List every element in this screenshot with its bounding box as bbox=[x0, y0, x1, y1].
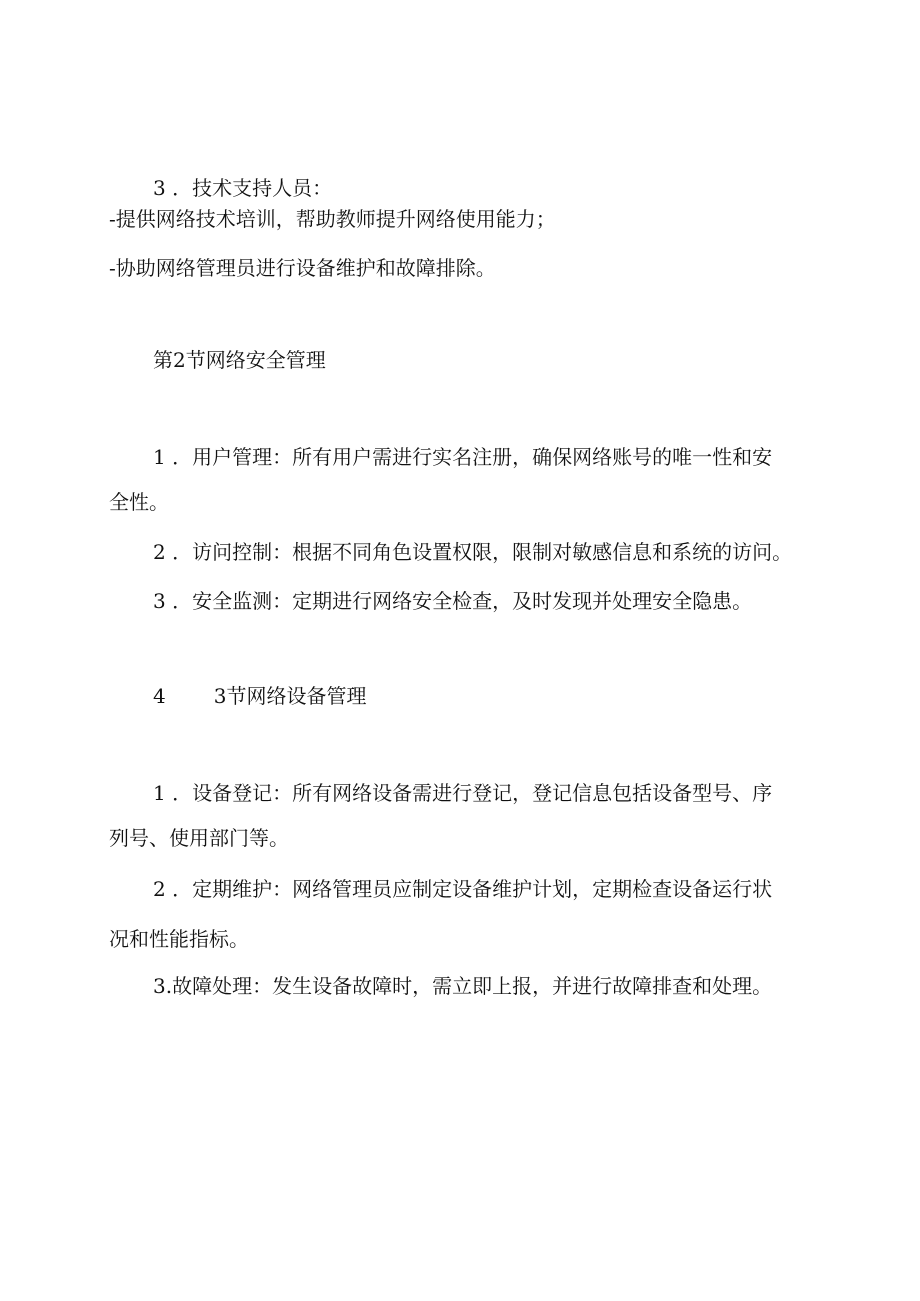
section-3-heading-text: 3节网络设备管理 bbox=[213, 684, 367, 708]
section-2-item-1-line-1: 1 ．用户管理：所有用户需进行实名注册，确保网络账号的唯一性和安 bbox=[153, 445, 773, 469]
section-3-item-3: 3.故障处理：发生设备故障时，需立即上报，并进行故障排查和处理。 bbox=[153, 974, 773, 998]
section-3-heading-number: 4 bbox=[153, 684, 166, 708]
tech-support-title: 3 ．技术支持人员： bbox=[153, 176, 333, 200]
section-3-item-2-line-2: 况和性能指标。 bbox=[109, 927, 249, 951]
section-3-heading bbox=[153, 684, 366, 708]
section-3-item-1-line-2: 列号、使用部门等。 bbox=[109, 826, 289, 850]
section-2-item-3: 3 ．安全监测：定期进行网络安全检查，及时发现并处理安全隐患。 bbox=[153, 589, 753, 613]
section-2-item-1-line-2: 全性。 bbox=[109, 490, 169, 514]
section-3-item-1-line-1: 1 ．设备登记：所有网络设备需进行登记，登记信息包括设备型号、序 bbox=[153, 781, 773, 805]
tech-support-item-2: -协助网络管理员进行设备维护和故障排除。 bbox=[109, 256, 496, 280]
section-3-item-2-line-1: 2 ．定期维护：网络管理员应制定设备维护计划，定期检查设备运行状 bbox=[153, 877, 773, 901]
section-2-heading: 第2节网络安全管理 bbox=[153, 348, 326, 372]
section-2-item-2: 2 ．访问控制：根据不同角色设置权限，限制对敏感信息和系统的访问。 bbox=[153, 540, 793, 564]
tech-support-item-1: -提供网络技术培训，帮助教师提升网络使用能力； bbox=[109, 207, 556, 231]
